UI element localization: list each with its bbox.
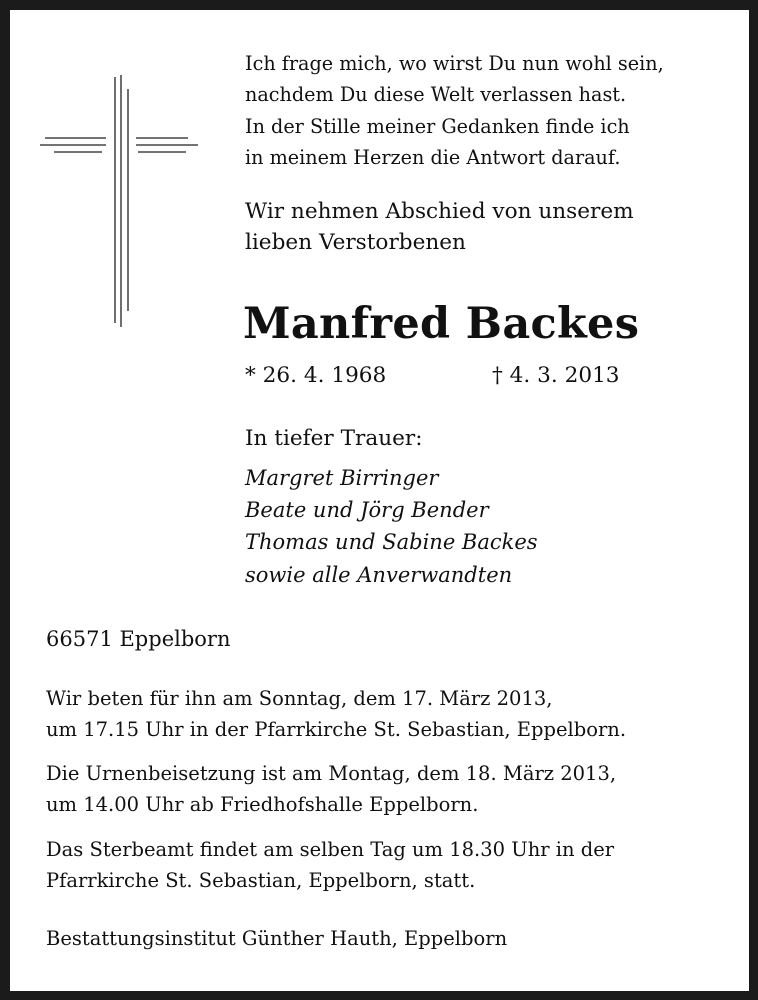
service-line: um 17.15 Uhr in der Pfarrkirche St. Sebastian, Eppelborn.: [46, 718, 627, 741]
mourner-name: Beate und Jörg Bender: [245, 498, 489, 523]
poem-line: in meinem Herzen die Antwort darauf.: [245, 145, 621, 169]
requiem-mass-paragraph: [46, 834, 614, 896]
birth-date: * 26. 4. 1968: [245, 363, 387, 388]
mourning-heading: In tiefer Trauer:: [245, 426, 423, 451]
mourner-name: sowie alle Anverwandten: [245, 562, 513, 587]
deceased-name: Manfred Backes: [243, 299, 640, 349]
service-line: um 14.00 Uhr ab Friedhofshalle Eppelborn.: [46, 793, 479, 816]
mourner-name: Thomas und Sabine Backes: [245, 530, 538, 555]
cross-icon: [40, 75, 200, 330]
farewell-line: lieben Verstorbenen: [245, 230, 466, 255]
service-line: Das Sterbeamt findet am selben Tag um 18.30 Uhr in der: [46, 838, 615, 861]
poem-line: Ich frage mich, wo wirst Du nun wohl sein,: [245, 52, 664, 75]
mourners-list: [245, 462, 538, 591]
undertaker-line: Bestattungsinstitut Günther Hauth, Eppelborn: [46, 927, 508, 950]
service-line: Pfarrkirche St. Sebastian, Eppelborn, statt.: [46, 869, 476, 892]
city-line: 66571 Eppelborn: [46, 627, 231, 651]
urn-burial-paragraph: [46, 758, 616, 820]
farewell-line: Wir nehmen Abschied von unserem: [245, 199, 634, 224]
mourner-name: Margret Birringer: [245, 466, 439, 490]
service-line: Wir beten für ihn am Sonntag, dem 17. März 2013,: [46, 687, 553, 710]
death-date: † 4. 3. 2013: [492, 363, 620, 388]
prayer-service-paragraph: [46, 683, 626, 745]
poem-line: nachdem Du diese Welt verlassen hast.: [245, 83, 627, 107]
poem-text: [245, 48, 664, 173]
service-line: Die Urnenbeisetzung ist am Montag, dem 18. März 2013,: [46, 762, 617, 785]
farewell-text: [245, 196, 634, 258]
poem-line: In der Stille meiner Gedanken finde ich: [245, 114, 630, 138]
